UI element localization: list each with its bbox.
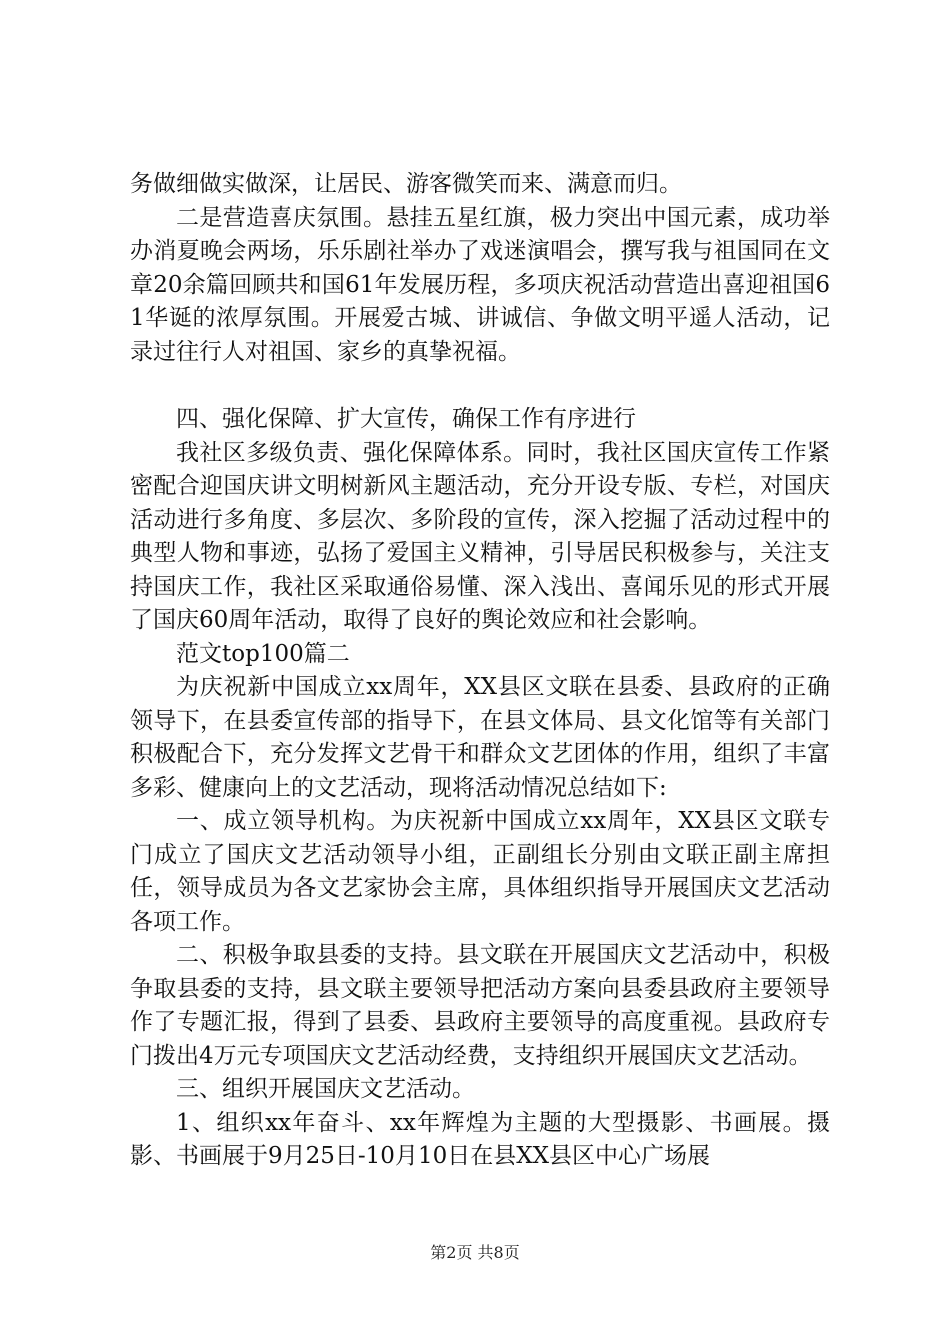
paragraph-leadership: 一、成立领导机构。为庆祝新中国成立xx周年，XX县区文联专门成立了国庆文艺活动领导小组，正副组长分别由文联正副主席担任，领导成员为各文艺家协会主席，具体组织指导开展国庆文艺活动各项工作。 xyxy=(130,808,830,935)
paragraph-activities-heading: 三、组织开展国庆文艺活动。 xyxy=(176,1076,475,1102)
section-heading-four: 四、强化保障、扩大宣传，确保工作有序进行 xyxy=(176,406,636,432)
sample-heading: 范文top100篇二 xyxy=(176,640,350,667)
paragraph-publicity: 我社区多级负责、强化保障体系。同时，我社区国庆宣传工作紧密配合迎国庆讲文明树新风主题活动，充分开设专版、专栏，对国庆活动进行多角度、多层次、多阶段的宣传，深入挖掘了活动过程中的典型人物和事迹，弘扬了爱国主义精神，引导居民积极参与，关注支持国庆工作，我社区采取通俗易懂、深入浅出、喜闻乐见的形式开展了国庆60周年活动，取得了良好的舆论效应和社会影响。 xyxy=(130,439,830,633)
paragraph-intro: 为庆祝新中国成立xx周年，XX县区文联在县委、县政府的正确领导下，在县委宣传部的指导下，在县文体局、县文化馆等有关部门积极配合下，充分发挥文艺骨干和群众文艺团体的作用，组织了丰富多彩、健康向上的文艺活动，现将活动情况总结如下: xyxy=(130,674,830,801)
paragraph-exhibition: 1、组织xx年奋斗、xx年辉煌为主题的大型摄影、书画展。摄影、书画展于9月25日-10月10日在县XX县区中心广场展 xyxy=(130,1109,830,1169)
paragraph-gap xyxy=(130,369,830,403)
paragraph-celebration-atmosphere: 二是营造喜庆氛围。悬挂五星红旗，极力突出中国元素，成功举办消夏晚会两场，乐乐剧社举办了戏迷演唱会，撰写我与祖国同在文章20余篇回顾共和国61年发展历程，多项庆祝活动营造出喜迎祖国61华诞的浓厚氛围。开展爱古城、讲诚信、争做文明平遥人活动，记录过往行人对祖国、家乡的真挚祝福。 xyxy=(130,204,830,365)
paragraph-support: 二、积极争取县委的支持。县文联在开展国庆文艺活动中，积极争取县委的支持，县文联主要领导把活动方案向县委县政府主要领导作了专题汇报，得到了县委、县政府主要领导的高度重视。县政府专门拨出4万元专项国庆文艺活动经费，支持组织开展国庆文艺活动。 xyxy=(130,942,830,1069)
document-body xyxy=(130,168,830,1174)
page-number-footer: 第2页 共8页 xyxy=(430,1243,520,1262)
paragraph-continuation: 务做细做实做深，让居民、游客微笑而来、满意而归。 xyxy=(130,171,682,197)
